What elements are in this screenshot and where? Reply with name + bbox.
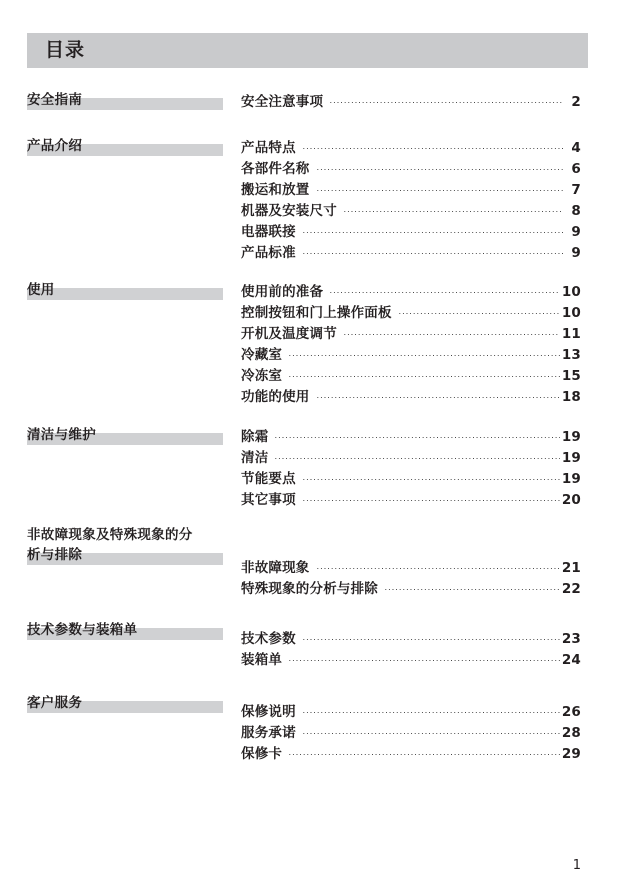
toc-entry-title: 使用前的准备 [241,284,324,300]
toc-entry-title: 控制按钮和门上操作面板 [241,305,392,321]
toc-entry-title: 产品特点 [241,140,296,156]
dot-leader [274,428,559,441]
toc-entry-title: 安全注意事项 [241,94,324,110]
toc-entry-title: 各部件名称 [241,161,310,177]
toc-entry-list [241,90,581,111]
toc-header-bar [27,33,588,68]
section-label-text: 客户服务 [27,695,83,711]
dot-leader [288,346,560,359]
toc-entry-page-number: 10 [561,305,581,321]
dot-leader [288,367,560,380]
section-label-line [27,525,223,545]
section-label-text: 产品介绍 [27,138,83,154]
dot-leader [329,283,560,296]
section-label-text: 清洁与维护 [27,427,96,443]
section-highlight-bar [27,288,223,300]
dot-leader [316,388,560,401]
section-label-line [27,90,223,110]
section-label-text: 使用 [27,282,55,298]
dot-leader [302,491,560,504]
toc-entry-page-number: 7 [571,182,581,198]
section-label-text: 安全指南 [27,92,83,108]
toc-entry[interactable] [241,425,581,446]
toc-entry-page-number: 18 [561,389,581,405]
toc-entry-page-number: 26 [561,704,581,720]
toc-entry-title: 非故障现象 [241,560,310,576]
toc-entry[interactable] [241,241,581,262]
section-label [27,425,223,445]
toc-entry-title: 产品标准 [241,245,296,261]
dot-leader [302,139,563,152]
toc-entry[interactable] [241,742,581,763]
toc-entry[interactable] [241,178,581,199]
section-label [27,280,223,300]
toc-entry-list [241,700,581,763]
toc-entry[interactable] [241,322,581,343]
toc-entry-page-number: 19 [561,450,581,466]
toc-entry-list [241,556,581,598]
toc-entry-title: 保修卡 [241,746,283,762]
section-label-line [27,136,223,156]
toc-entry[interactable] [241,627,581,648]
toc-entry-page-number: 8 [571,203,581,219]
toc-entry[interactable] [241,721,581,742]
toc-entry-title: 特殊现象的分析与排除 [241,581,378,597]
toc-entry-title: 清洁 [241,450,269,466]
dot-leader [343,202,563,215]
toc-entry-page-number: 19 [561,471,581,487]
section-label-text: 非故障现象及特殊现象的分 [27,527,193,543]
dot-leader [316,181,564,194]
toc-entry-title: 除霜 [241,429,269,445]
toc-entry-page-number: 24 [561,652,581,668]
toc-entry-title: 技术参数 [241,631,296,647]
toc-entry-page-number: 29 [561,746,581,762]
toc-entry-title: 冷藏室 [241,347,283,363]
page-title: 目录 [45,39,86,61]
toc-entry-list [241,136,581,262]
dot-leader [302,244,563,257]
toc-entry-title: 电器联接 [241,224,296,240]
toc-entry[interactable] [241,385,581,406]
toc-entry-page-number: 22 [561,581,581,597]
toc-entry-page-number: 9 [571,245,581,261]
toc-entry-page-number: 9 [571,224,581,240]
toc-entry[interactable] [241,488,581,509]
toc-entry-list [241,280,581,406]
dot-leader [288,651,560,664]
toc-entry-page-number: 21 [561,560,581,576]
dot-leader [302,470,560,483]
toc-entry[interactable] [241,157,581,178]
toc-entry-title: 功能的使用 [241,389,310,405]
toc-entry-page-number: 20 [561,492,581,508]
toc-entry[interactable] [241,700,581,721]
section-label-line [27,280,223,300]
toc-entry-list [241,425,581,509]
dot-leader [288,745,560,758]
section-label [27,693,223,713]
toc-entry-page-number: 11 [561,326,581,342]
section-label-line [27,545,223,565]
section-label [27,90,223,110]
toc-entry-title: 其它事项 [241,492,296,508]
toc-entry-page-number: 15 [561,368,581,384]
toc-entry[interactable] [241,343,581,364]
toc-entry-page-number: 2 [571,94,581,110]
section-label-line [27,693,223,713]
dot-leader [302,223,563,236]
toc-entry-page-number: 23 [561,631,581,647]
toc-entry[interactable] [241,467,581,488]
section-label-text: 技术参数与装箱单 [27,622,138,638]
toc-entry[interactable] [241,577,581,598]
dot-leader [302,703,560,716]
toc-entry-title: 装箱单 [241,652,283,668]
dot-leader [384,580,560,593]
dot-leader [302,724,560,737]
section-label-line [27,425,223,445]
toc-entry[interactable] [241,556,581,577]
section-label [27,525,223,565]
toc-entry-page-number: 19 [561,429,581,445]
toc-entry-page-number: 10 [561,284,581,300]
dot-leader [329,93,563,106]
toc-entry-title: 节能要点 [241,471,296,487]
toc-entry[interactable] [241,136,581,157]
dot-leader [343,325,560,338]
toc-entry[interactable] [241,199,581,220]
toc-entry-page-number: 4 [571,140,581,156]
toc-entry-title: 冷冻室 [241,368,283,384]
section-label [27,620,223,640]
toc-entry-title: 保修说明 [241,704,296,720]
section-label-line [27,620,223,640]
toc-entry-page-number: 28 [561,725,581,741]
toc-entry[interactable] [241,220,581,241]
toc-entry[interactable] [241,648,581,669]
toc-body [0,68,626,763]
section-label-text: 析与排除 [27,547,83,563]
toc-entry-page-number: 13 [561,347,581,363]
toc-entry[interactable] [241,90,581,111]
toc-entry-list [241,627,581,669]
dot-leader [316,160,564,173]
dot-leader [398,304,560,317]
toc-entry[interactable] [241,280,581,301]
toc-entry-page-number: 6 [571,161,581,177]
dot-leader [274,449,559,462]
toc-entry[interactable] [241,301,581,322]
page-number-footer: 1 [572,858,581,873]
toc-entry[interactable] [241,446,581,467]
dot-leader [316,559,560,572]
section-label [27,136,223,156]
toc-entry-title: 机器及安装尺寸 [241,203,337,219]
dot-leader [302,630,560,643]
toc-entry-title: 搬运和放置 [241,182,310,198]
toc-entry-title: 服务承诺 [241,725,296,741]
toc-entry[interactable] [241,364,581,385]
toc-entry-title: 开机及温度调节 [241,326,337,342]
